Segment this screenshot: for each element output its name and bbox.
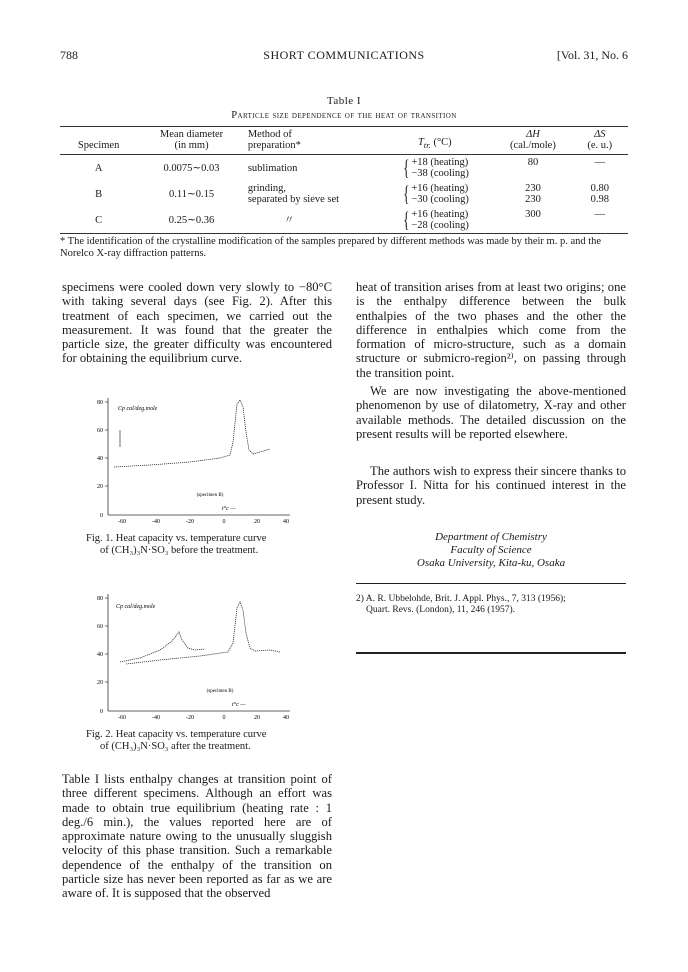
fig2-xtick: -60 [118,715,126,721]
right-column-paragraph-2: We are now investigating the above-mentioned phenomenon by use of dilatometry, X-ray and other available methods. The detailed discussion on the present results will be reported elsewhere. [356,384,626,441]
right-column-paragraph-1: heat of transition arises from at least two origins; one is the enthalpy difference between the bulk enthalpies of the two phases and the other the difference in enthalpies which come from the formation of micro-structure, such as a domain structure or submicro-region²⁾, on passing through the transition point. [356,280,626,380]
fig2-ytick-20: 20 [97,680,103,686]
fig2-ytick-60: 60 [97,624,103,630]
fig1-yticks [97,400,108,519]
th-ds: ΔS (e. u.) [572,127,628,155]
fig1-xticks [118,519,289,525]
page-number: 788 [60,48,78,62]
reference-divider [356,583,626,584]
figure-1-chart [70,392,330,527]
fig2-ytick-0: 0 [100,709,103,715]
affiliation-university: Osaka University, Kita-ku, Osaka [416,557,566,569]
fig2-xlabel: t°c — [232,702,246,708]
fig2-ytick-40: 40 [97,652,103,658]
fig1-ytick-60: 60 [97,428,103,434]
fig1-xtick: 40 [283,519,289,525]
fig1-ytick-0: 0 [100,513,103,519]
end-rule [356,652,626,654]
table-footnote: * The identification of the crystalline modification of the samples prepared by different methods was made by their m. p. and the Norelco X-ray diffraction patterns. [60,236,602,259]
th-method: Method of preparation* [246,127,375,155]
th-ttr: $T_{tr.}$ (°C) [375,127,494,155]
table-title: Table I [326,95,362,107]
table-caption: Particle size dependence of the heat of transition [231,110,457,121]
fig2-specimen-label: (specimen B) [206,689,234,694]
volume-info: [Vol. 31, No. 6 [556,48,628,62]
th-mean-diameter: Mean diameter (in mm) [137,127,246,155]
fig2-xticks [118,715,289,721]
figure-2-chart [70,588,330,723]
table-row: B 0.11∼0.15 grinding, separated by sieve set { +16 (heating) −30 (cooling) 230 230 0.80 0.98 [95,181,609,206]
fig1-xtick: -20 [186,519,194,525]
fig1-ytick-40: 40 [97,456,103,462]
right-column-acknowledgement: The authors wish to express their sincere thanks to Professor I. Nitta for his continued interest in the present study. [356,464,626,507]
fig1-xtick: -60 [118,519,126,525]
fig2-curve-cooling [120,632,205,662]
page-header [60,48,628,66]
heat-transition-table [60,126,628,234]
fig1-xlabel: t°c — [222,506,236,512]
references [356,594,631,616]
th-specimen: Specimen [60,127,137,155]
table-row: C 0.25∼0.36 〃 { +16 (heating) −28 (cooling) 300 — [60,207,628,234]
brace: { [402,181,410,206]
affiliation [356,531,626,570]
fig1-ytick-20: 20 [97,484,103,490]
figure-2-caption: Fig. 2. Heat capacity vs. temperature curve of (CH₃)₃N·SO₃ after the treatment. [86,729,267,752]
fig1-ytick-80: 80 [97,400,103,406]
fig1-xtick: 0 [222,519,226,525]
left-column-text-bottom: Table I lists enthalpy changes at transition point of three different specimens. Although an effort was made to obtain true equilibrium (heating rate : 1 deg./6 min.), the values reported here are of approximate nature owing to the unusually sluggish velocity of this phase transition. Such a remarkable dependence of the enthalpy of the transition on particle size has never been reported as far as we are aware of. It is supposed that the observed [62,772,332,901]
figure-1-caption: Fig. 1. Heat capacity vs. temperature curve of (CH₃)₃N·SO₃ before the treatment. [86,533,267,556]
fig2-ylabel: Cp cal/deg.mole [116,604,156,610]
section-title: SHORT COMMUNICATIONS [263,48,425,62]
affiliation-dept: Department of Chemistry [435,531,547,543]
fig2-xtick: -20 [186,715,194,721]
left-column-text-top: specimens were cooled down very slowly to −80°C with taking several days (see Fig. 2). After this treatment of each specimen, we carried out the measurement. It was found that the greater the particle size, the greater difficulty was encountered for obtaining the equilibrium curve. [62,280,332,366]
fig2-xtick: 40 [283,715,289,721]
fig2-xtick: 20 [254,715,260,721]
fig2-xtick: -40 [152,715,160,721]
th-dh: ΔH (cal./mole) [494,127,571,155]
table-header-row [60,127,628,155]
fig1-specimen-label: (specimen B) [196,493,224,498]
reference-2-line1: 2) A. R. Ubbelohde, Brit. J. Appl. Phys., 7, 313 (1956); [356,594,566,604]
table-row: A 0.0075∼0.03 sublimation { +18 (heating) −38 (cooling) 80 — [94,155,606,180]
affiliation-faculty: Faculty of Science [450,544,532,556]
fig2-yticks [97,596,108,715]
fig1-xtick: -40 [152,519,160,525]
fig2-xtick: 0 [222,715,226,721]
fig1-ylabel: Cp cal/deg.mole [118,406,158,412]
brace: { [402,207,410,232]
fig2-ytick-80: 80 [97,596,103,602]
brace: { [402,155,410,180]
fig1-xtick: 20 [254,519,260,525]
reference-2-line2: Quart. Revs. (London), 11, 246 (1957). [366,605,515,615]
